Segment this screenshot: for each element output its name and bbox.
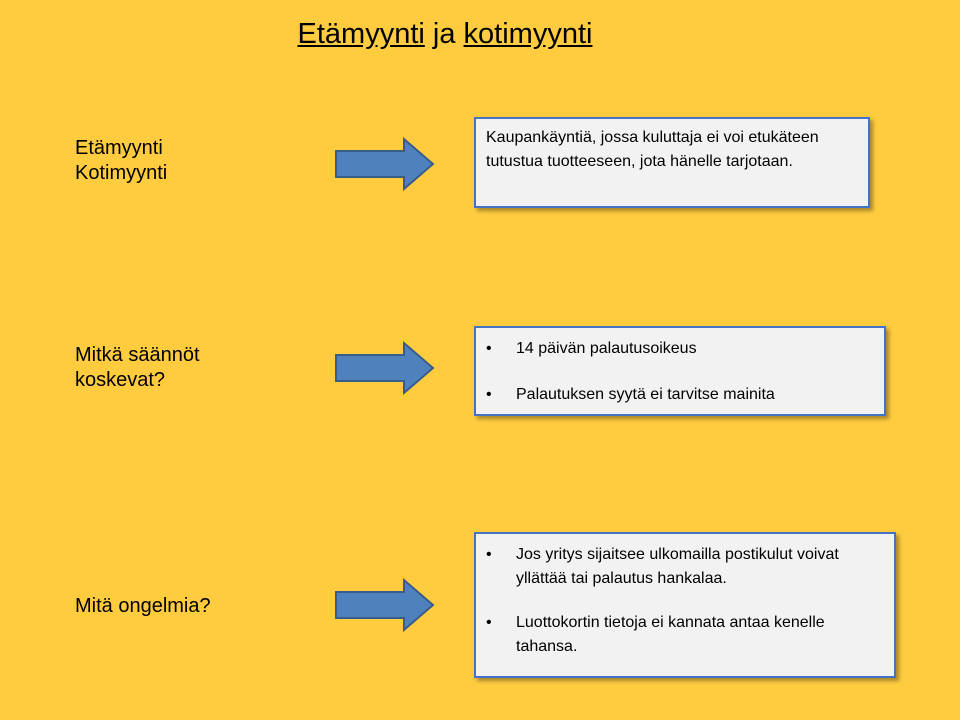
title-joiner: ja <box>432 18 456 50</box>
row2-label-line1: Mitkä säännöt <box>75 344 200 366</box>
row1-definition-text: Kaupankäyntiä, jossa kuluttaja ei voi etukäteen tutustua tuotteeseen, jota hänelle tarjotaan. <box>486 129 819 170</box>
row3-label <box>75 594 211 619</box>
row2-rules-box <box>474 326 886 416</box>
row1-arrow-icon <box>334 136 436 192</box>
title-part2: kotimyynti <box>463 18 593 50</box>
row3-bullet-list <box>476 543 874 659</box>
row2-bullet-1: • 14 päivän palautusoikeus <box>476 337 876 361</box>
row1-definition-box <box>474 117 870 208</box>
row3-label-line1: Mitä ongelmia? <box>75 595 211 617</box>
row2-label-line2: koskevat? <box>75 369 166 391</box>
row3-arrow-icon <box>334 577 436 633</box>
row1-label-line2: Kotimyynti <box>75 162 168 184</box>
row2-label <box>75 343 200 393</box>
row1-label <box>75 136 167 186</box>
row3-problems-box <box>474 532 896 678</box>
slide-title <box>0 18 890 51</box>
row1-label-line1: Etämyynti <box>75 137 163 159</box>
row2-bullet-2: • Palautuksen syytä ei tarvitse mainita <box>476 383 876 407</box>
row2-arrow-icon <box>334 340 436 396</box>
row3-bullet-1: • Jos yritys sijaitsee ulkomailla postikulut voivat yllättää tai palautus hankalaa. <box>476 543 874 591</box>
row3-bullet-2: • Luottokortin tietoja ei kannata antaa kenelle tahansa. <box>476 611 874 659</box>
title-part1: Etämyynti <box>297 18 425 50</box>
row2-bullet-list <box>476 337 876 407</box>
